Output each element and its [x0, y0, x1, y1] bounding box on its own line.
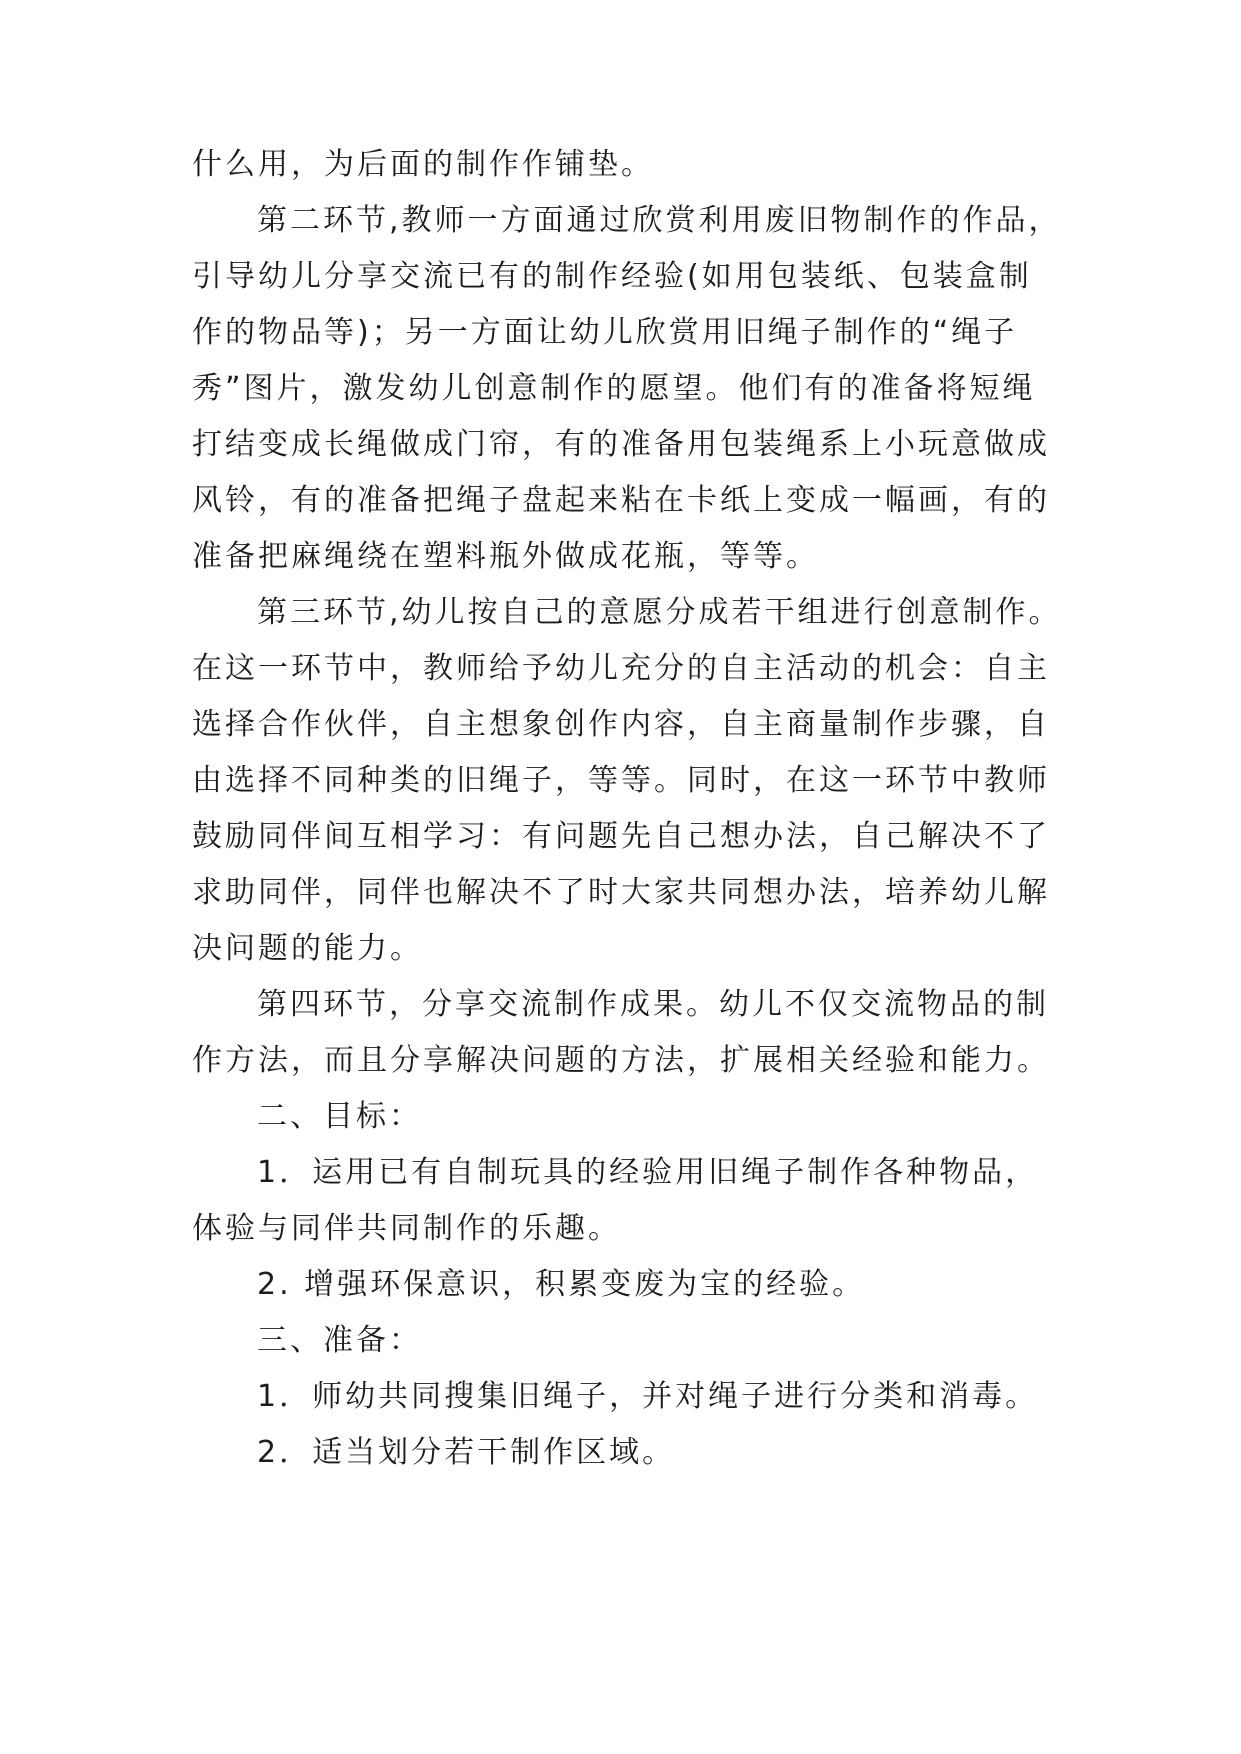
heading-goals: 二、目标： — [257, 1099, 422, 1134]
line-step2-2: 引导幼儿分享交流已有的制作经验(如用包装纸、包装盒制 — [192, 259, 1032, 294]
line-step3-4: 由选择不同种类的旧绳子，等等。同时，在这一环节中教师 — [192, 763, 1050, 798]
line-step2-7: 准备把麻绳绕在塑料瓶外做成花瓶，等等。 — [192, 539, 819, 574]
line-step3-7: 决问题的能力。 — [192, 931, 423, 966]
line-step2-5: 打结变成长绳做成门帘，有的准备用包装绳系上小玩意做成 — [192, 427, 1050, 462]
line-step2-3: 作的物品等)；另一方面让幼儿欣赏用旧绳子制作的“绳子 — [192, 315, 1018, 350]
line-step3-3: 选择合作伙伴，自主想象创作内容，自主商量制作步骤，自 — [192, 707, 1050, 742]
goal-item-2: 2. 增强环保意识，积累变废为宝的经验。 — [257, 1267, 866, 1302]
line-step4-1: 第四环节，分享交流制作成果。幼儿不仅交流物品的制 — [257, 987, 1049, 1022]
prep-item-1: 1．师幼共同搜集旧绳子，并对绳子进行分类和消毒。 — [257, 1379, 1039, 1414]
line-step4-2: 作方法，而且分享解决问题的方法，扩展相关经验和能力。 — [192, 1043, 1050, 1078]
line-step3-2: 在这一环节中，教师给予幼儿充分的自主活动的机会：自主 — [192, 651, 1050, 686]
prep-item-2: 2．适当划分若干制作区域。 — [257, 1435, 676, 1470]
line-step2-6: 风铃，有的准备把绳子盘起来粘在卡纸上变成一幅画，有的 — [192, 483, 1050, 518]
goal-item-1: 1．运用已有自制玩具的经验用旧绳子制作各种物品， — [257, 1155, 1039, 1190]
line-step3-6: 求助同伴，同伴也解决不了时大家共同想办法，培养幼儿解 — [192, 875, 1050, 910]
line-intro-end: 什么用，为后面的制作作铺垫。 — [192, 147, 654, 182]
goal-item-1-cont: 体验与同伴共同制作的乐趣。 — [192, 1211, 621, 1246]
line-step3-5: 鼓励同伴间互相学习：有问题先自己想办法，自己解决不了 — [192, 819, 1050, 854]
heading-preparation: 三、准备： — [257, 1323, 422, 1358]
line-step3-1: 第三环节,幼儿按自己的意愿分成若干组进行创意制作。 — [257, 595, 1062, 630]
line-step2-4: 秀”图片，激发幼儿创意制作的愿望。他们有的准备将短绳 — [192, 371, 1036, 406]
line-step2-1: 第二环节,教师一方面通过欣赏利用废旧物制作的作品， — [257, 203, 1062, 238]
